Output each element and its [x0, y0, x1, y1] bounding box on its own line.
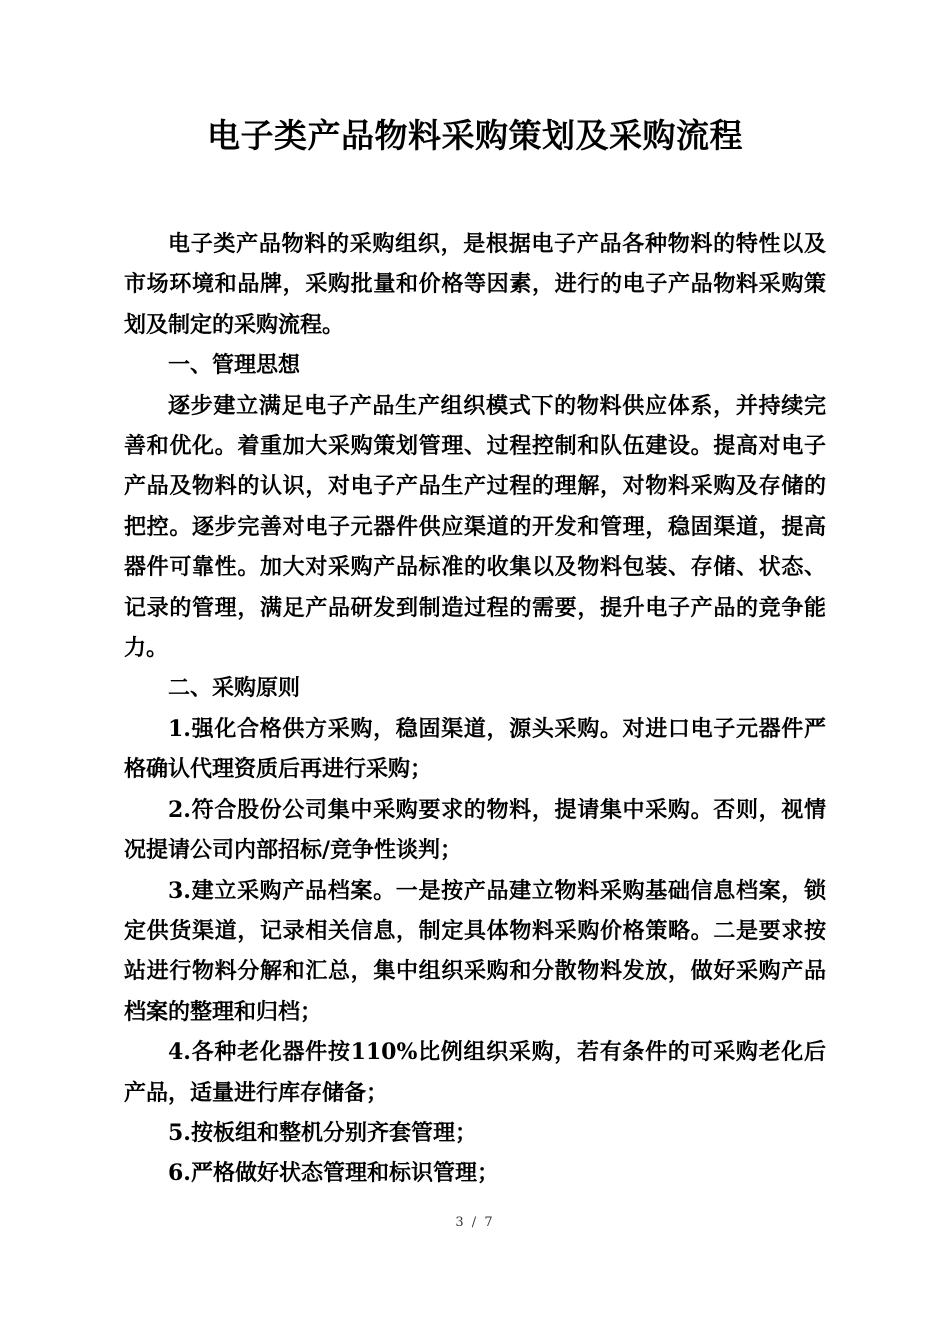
principle-item-3: 3.建立采购产品档案。一是按产品建立物料采购基础信息档案，锁定供货渠道，记录相关信息，制定具体物料采购价格策略。二是要求按站进行物料分解和汇总，集中组织采购和分散物料发放，做好采购产品档案的整理和归档； — [124, 877, 826, 1025]
document-title: 电子类产品物料采购策划及采购流程 — [207, 116, 743, 155]
management-paragraph: 逐步建立满足电子产品生产组织模式下的物料供应体系，并持续完善和优化。着重加大采购策划管理、过程控制和队伍建设。提高对电子产品及物料的认识，对电子产品生产过程的理解，对物料采购及存储的把控。逐步完善对电子元器件供应渠道的开发和管理，稳固渠道，提高器件可靠性。加大对采购产品标准的收集以及物料包装、存储、状态、记录的管理，满足产品研发到制造过程的需要，提升电子产品的竞争能力。 — [124, 392, 826, 662]
page-number: 3 / 7 — [455, 1215, 495, 1230]
principle-item-6: 6.严格做好状态管理和标识管理； — [168, 1160, 499, 1187]
intro-paragraph: 电子类产品物料的采购组织，是根据电子产品各种物料的特性以及市场环境和品牌，采购批量和价格等因素，进行的电子产品物料采购策划及制定的采购流程。 — [124, 231, 826, 338]
section-heading-principles: 二、采购原则 — [168, 675, 301, 702]
principle-item-1: 1.强化合格供方采购，稳固渠道，源头采购。对进口电子元器件严格确认代理资质后再进行采购； — [124, 715, 826, 783]
principle-item-5: 5.按板组和整机分别齐套管理； — [168, 1119, 477, 1146]
principle-item-4: 4.各种老化器件按110%比例组织采购，若有条件的可采购老化后产品，适量进行库存储备； — [124, 1039, 826, 1106]
principle-item-2: 2.符合股份公司集中采购要求的物料，提请集中采购。否则，视情况提请公司内部招标/竞争性谈判； — [124, 796, 826, 864]
document-body — [124, 224, 826, 1194]
section-heading-management: 一、管理思想 — [168, 352, 301, 379]
